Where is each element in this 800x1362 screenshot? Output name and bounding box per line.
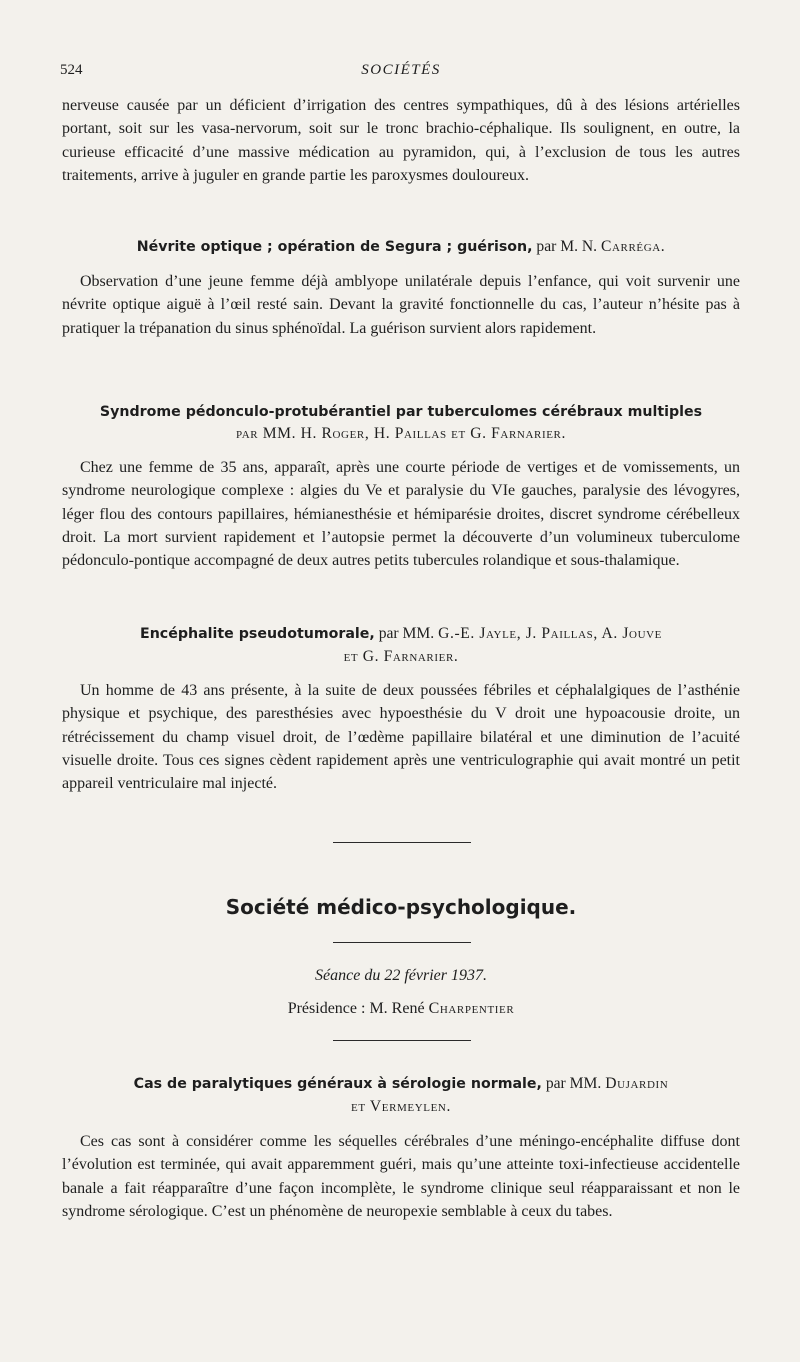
divider-2 <box>333 942 471 943</box>
final-section-title <box>62 1073 740 1095</box>
final-section-authors: Dujardin <box>605 1075 669 1092</box>
section-1-authors: Carréga. <box>600 238 666 255</box>
section-3-authors: G.-E. Jayle, J. Paillas, A. Jouve <box>438 625 662 642</box>
intro-paragraph: nerveuse causée par un déficient d’irrigation des centres sympathiques, dû à des lésions artérielles portant, soit sur les vasa-nervorum, soit sur le tronc brachio-céphalique. Ils soulignent, en outre, la curieuse efficacité d’une massive médication au pyramidon, qui, à l’exclusion de tous les autres traitements, arrive à juguler en grande partie les paroxysmes douloureux. <box>62 97 740 184</box>
section-2-title <box>62 401 740 423</box>
section-1-title-par: par M. N. <box>536 238 598 255</box>
divider-3 <box>333 1040 471 1041</box>
final-section-title-par: par MM. <box>545 1075 602 1092</box>
section-1-title-bold: Névrite optique ; opération de Segura ; guérison, <box>136 239 533 255</box>
session-date: Séance du 22 février 1937. <box>315 967 487 984</box>
section-2-authors: par MM. H. Roger, H. Paillas et G. Farnarier. <box>236 425 566 442</box>
section-3-title <box>62 623 740 645</box>
page-header <box>62 62 740 84</box>
final-section-title-bold: Cas de paralytiques généraux à sérologie normale, <box>133 1076 542 1092</box>
section-3-title-bold: Encéphalite pseudotumorale, <box>140 626 375 642</box>
running-title: SOCIÉTÉS <box>361 62 441 78</box>
final-section-authors-line2: et Vermeylen. <box>351 1098 451 1115</box>
presidence <box>62 1000 740 1018</box>
section-3-title-par: par MM. <box>378 625 435 642</box>
section-2-paragraph: Chez une femme de 35 ans, apparaît, après une courte période de vertiges et de vomissements, un syndrome neurologique complexe : algies du Ve et paralysie du VIe gauches, paralysie des lévogyres, léger flou des contours papillaires, hémianesthésie et hémiparésie droites, discret syndrome cérébelleux droit. La mort survient rapidement et l’autopsie permet la découverte d’un volumineux tuberculome pédonculo-pontique accompagné de deux autres petits tubercules rolandique et sous-thalamique. <box>62 459 740 570</box>
section-3-authors-line2: et G. Farnarier. <box>343 648 459 665</box>
divider-1 <box>333 842 471 843</box>
page-number: 524 <box>60 62 83 78</box>
section-2-title-bold: Syndrome pédonculo-protubérantiel par tuberculomes cérébraux multiples <box>99 404 703 420</box>
section-1-paragraph: Observation d’une jeune femme déjà amblyope unilatérale depuis l’enfance, qui voit survenir une névrite optique aiguë à l’œil resté sain. Devant la gravité fonctionnelle du cas, l’auteur n’hésite pas à pratiquer la trépanation du sinus sphénoïdal. La guérison survient alors rapidement. <box>62 273 740 337</box>
presidence-name: Charpentier <box>428 1000 515 1017</box>
final-section-paragraph: Ces cas sont à considérer comme les séquelles cérébrales d’une méningo-encéphalite diffuse dont l’évolution est terminée, qui avait apparemment guéri, mais qu’une atteinte toxi-infectieuse accidentelle banale a fait réapparaître d’une façon incomplète, le syndrome clinique seul réapparaissant et non le syndrome sérologique. C’est un phénomène de neuropexie semblable à ceux du tabes. <box>62 1133 740 1220</box>
section-1-title <box>62 236 740 258</box>
presidence-label: Présidence : M. René <box>287 1000 425 1017</box>
society-name: Société médico-psychologique. <box>225 895 577 919</box>
section-3-paragraph: Un homme de 43 ans présente, à la suite de deux poussées fébriles et céphalalgiques de l’asthénie physique et psychique, des paresthésies avec hypoesthésie du V droit une hypoacousie droite, un rétrécissement du champ visuel droit, de l’œdème papillaire bilatéral et une diminution de l’acuité visuelle droite. Tous ces signes cèdent rapidement après une ventriculographie qui avait montré un petit appareil ventriculaire mal injecté. <box>62 682 740 793</box>
